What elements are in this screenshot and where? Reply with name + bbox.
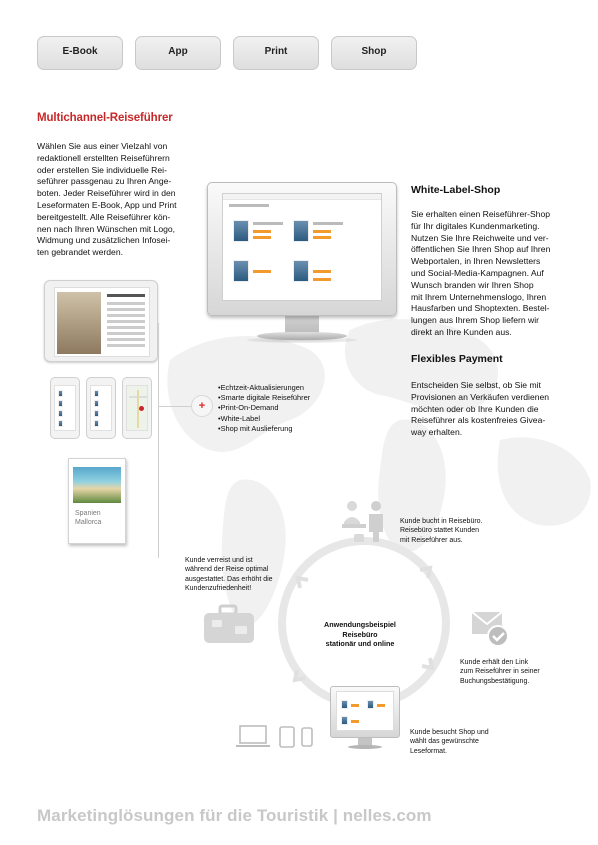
connector-line (158, 406, 191, 407)
connector-line (158, 323, 159, 558)
feature-list (218, 383, 310, 434)
phone-app-illustration (50, 377, 80, 439)
list-item: • Print-On-Demand (218, 403, 310, 413)
white-label-paragraph: Sie erhalten einen Reiseführer-Shop für Ihr digitales Kundenmarketing. Nutzen Sie Ihre Reichweite und ver- öffentlichen Sie Ihren Shop auf Ihren Webportalen, in Ihren Newsletters und Social-Media-Kampagnen. Auf Wunsch branden wir Ihren Shop mit Ihrem Unternehmenslogo, Ihren Hausfarben und Shoptexten. Bestel- lungen aus Ihrem Shop liefern wir direkt an Ihre Kunden aus. (411, 209, 551, 337)
list-item: • Smarte digitale Reiseführer (218, 393, 310, 403)
mail-confirmation-icon (470, 608, 512, 648)
cycle-step-4: Kunde verreist und ist während der Reise optimal ausgestattet. Das erhöht die Kundenzufriedenheit! (185, 557, 273, 592)
suitcase-icon (202, 604, 258, 646)
tab-ebook[interactable]: E-Book (37, 36, 123, 70)
shop-screen-preview (222, 193, 382, 301)
cycle-center-label: Anwendungsbeispiel Reisebüro stationär und online (324, 620, 396, 648)
payment-paragraph: Entscheiden Sie selbst, ob Sie mit Provisionen an Verkäufen verdienen möchten oder ob Ihre Kunden die Reiseführer als kostenfreies Givea- way erhalten. (411, 380, 550, 438)
phone-map-illustration (122, 377, 152, 439)
devices-icon (236, 724, 318, 750)
tablet-ebook-illustration (44, 280, 158, 362)
phone-app-illustration (86, 377, 116, 439)
list-item: • Echtzeit-Aktualisierungen (218, 383, 310, 393)
tab-print[interactable]: Print (233, 36, 319, 70)
multichannel-paragraph: Wählen Sie aus einer Vielzahl von redaktionell erstellten Reiseführern oder erstellen Sie individuelle Rei- seführer passgenau zu Ihren Ange- boten. Jeder Reiseführer wird in den Leseformaten E-Book, App und Print bereitgestellt. Alle Reiseführer kön- nen nach Ihren Wünschen mit Logo, Widmung und zusätzlichen Infosei- ten gebrandet werden. (37, 141, 177, 258)
list-item: • White-Label (218, 414, 310, 424)
plus-icon: + (191, 395, 213, 417)
travel-agency-icon (340, 498, 388, 544)
cycle-step-3: Kunde besucht Shop und wählt das gewünschte Leseformat. (410, 729, 489, 755)
tab-app[interactable]: App (135, 36, 221, 70)
book-title-country: Spanien (75, 510, 101, 517)
white-label-heading: White-Label-Shop (411, 184, 501, 196)
list-item: • Shop mit Auslieferung (218, 424, 310, 434)
multichannel-heading: Multichannel-Reiseführer (37, 112, 173, 124)
payment-heading: Flexibles Payment (411, 353, 503, 365)
book-title-region: Mallorca (75, 519, 102, 526)
cycle-step-2: Kunde erhält den Link zum Reiseführer in seiner Buchungsbestätigung. (460, 659, 540, 685)
tab-shop[interactable]: Shop (331, 36, 417, 70)
footer-tagline: Marketinglösungen für die Touristik | nelles.com (37, 806, 432, 825)
cycle-step-1: Kunde bucht in Reisebüro. Reisebüro stattet Kunden mit Reiseführer aus. (400, 518, 483, 544)
printed-guidebook-illustration (68, 458, 126, 544)
format-tabs (37, 36, 419, 70)
